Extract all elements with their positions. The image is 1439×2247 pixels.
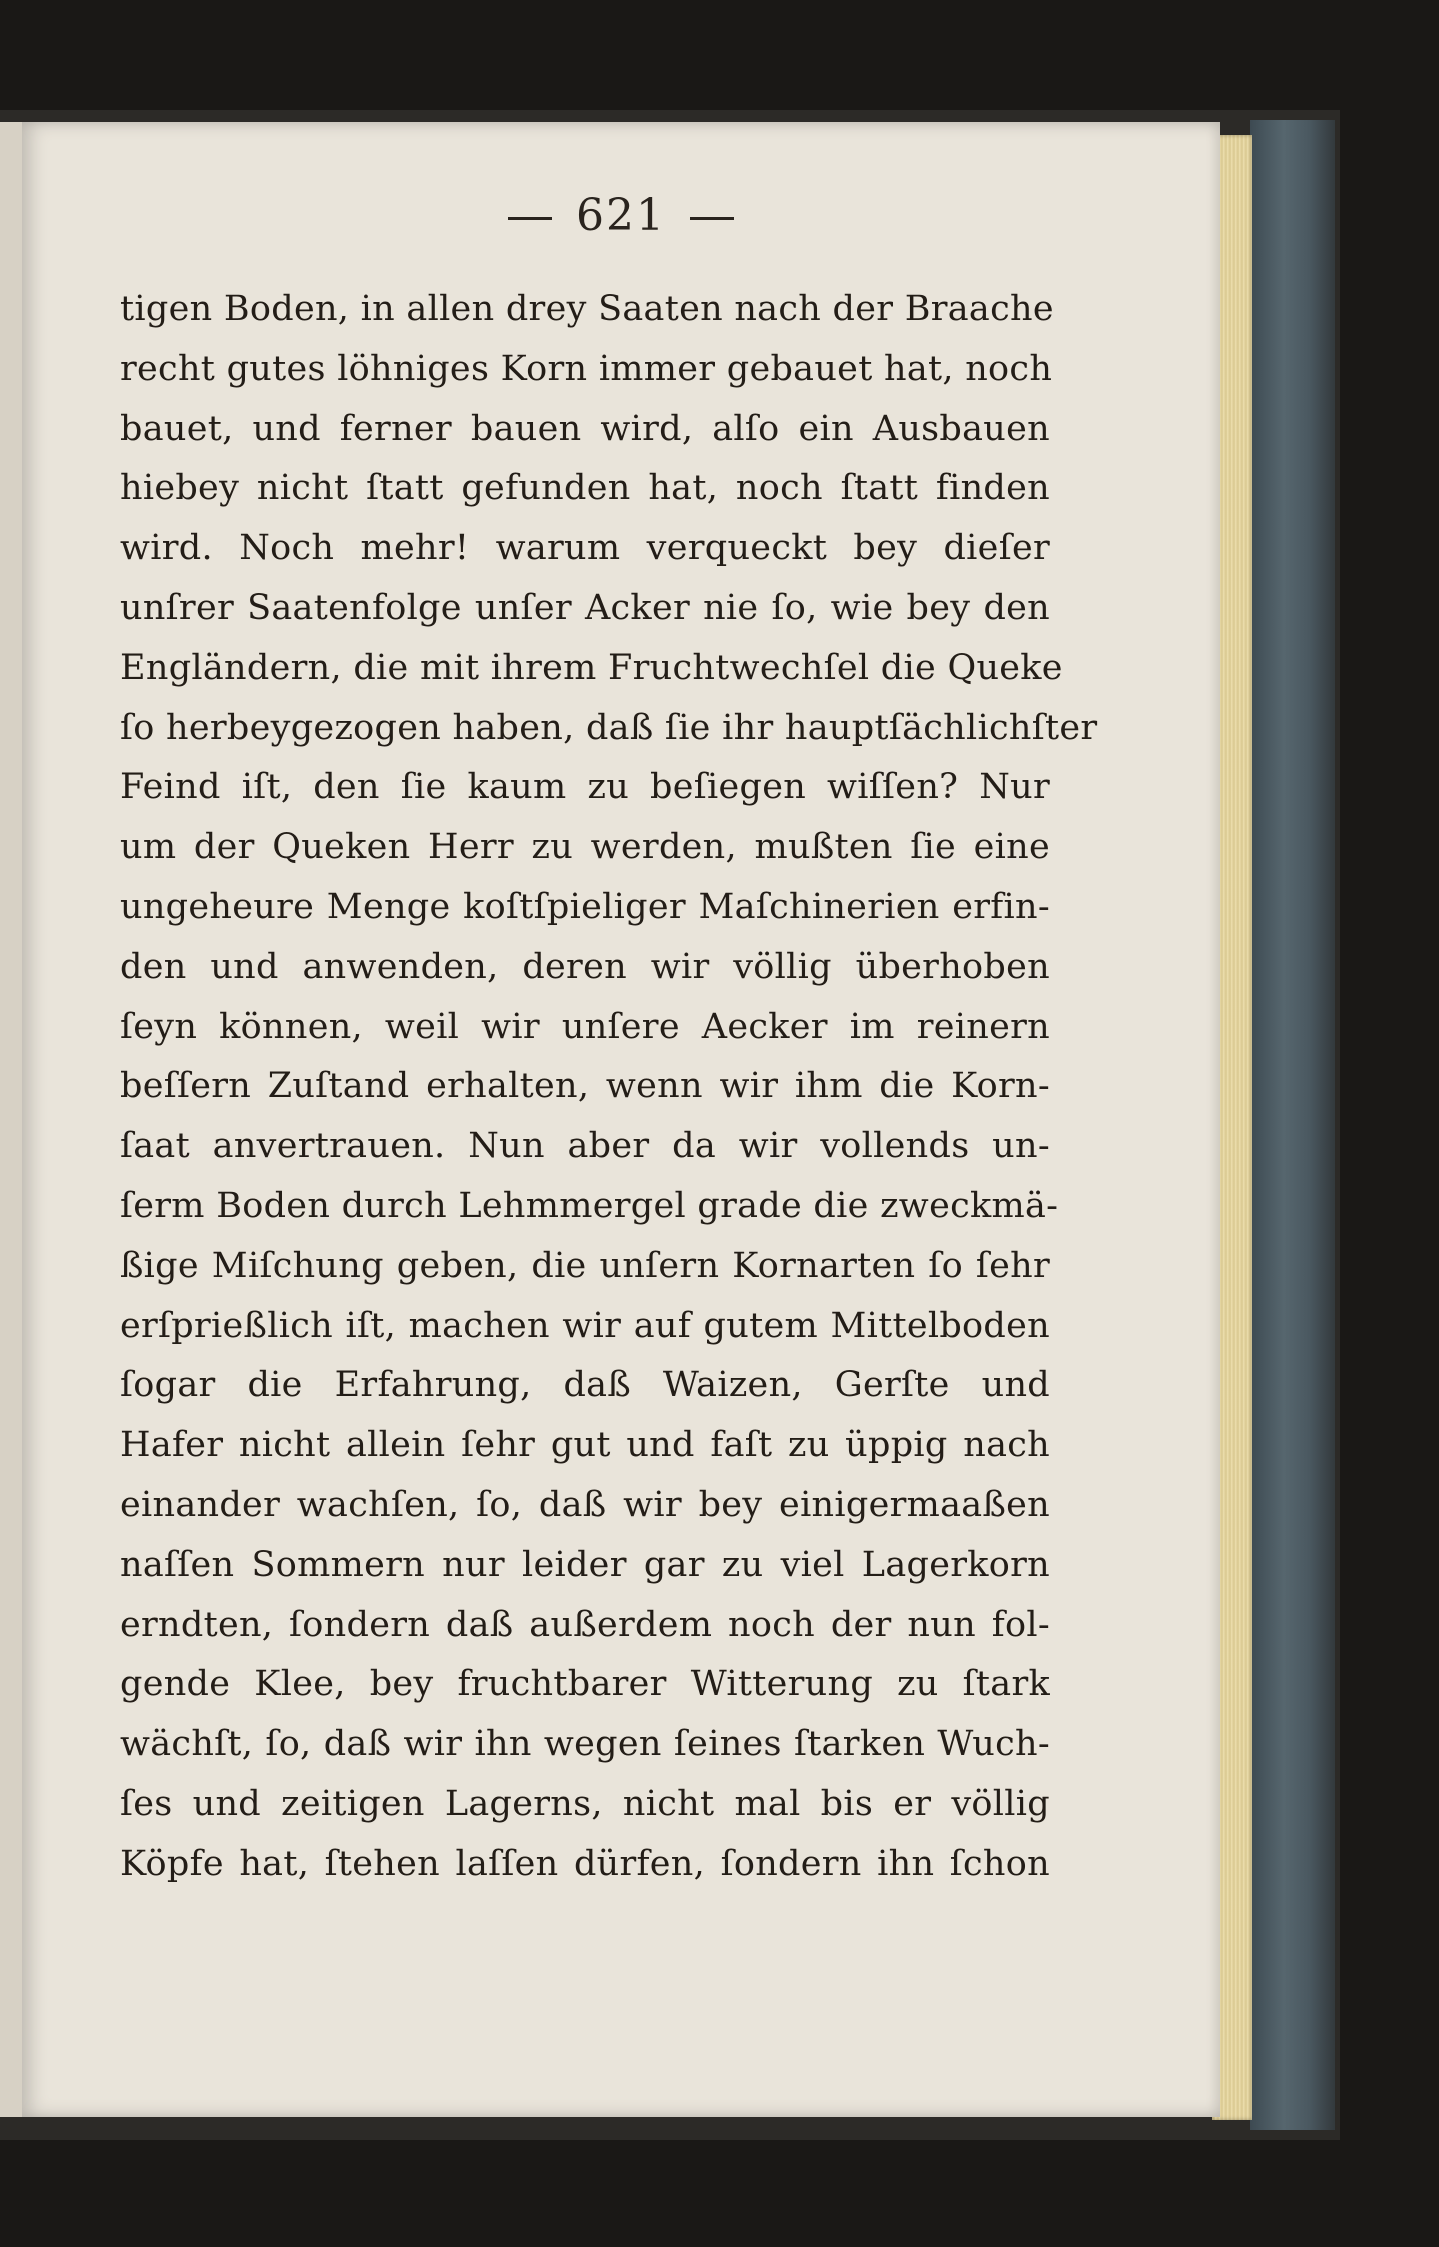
text-line: beſſern Zuſtand erhalten, wenn wir ihm die Korn- <box>120 1066 1050 1107</box>
text-line: wird. Noch mehr! warum verqueckt bey dieſer <box>120 528 1050 569</box>
text-line: bauet, und ferner bauen wird, alſo ein Ausbauen <box>120 408 1050 449</box>
text-line: erſprießlich iſt, machen wir auf gutem Mittelboden <box>120 1305 1050 1346</box>
text-line: wächſt, ſo, daß wir ihn wegen ſeines ſtarken Wuch- <box>120 1724 1050 1765</box>
header-dash-left <box>508 217 552 220</box>
text-line: naſſen Sommern nur leider gar zu viel Lagerkorn <box>120 1544 1050 1585</box>
text-line: ungeheure Menge koſtſpieliger Maſchinerien erfin- <box>120 886 1050 927</box>
text-line: recht gutes löhniges Korn immer gebauet hat, noch <box>120 348 1053 389</box>
header-dash-right <box>690 217 734 220</box>
page-header <box>22 190 1220 241</box>
text-line: ſeyn können, weil wir unſere Aecker im reinern <box>120 1006 1050 1047</box>
book-page <box>22 122 1220 2117</box>
text-line: erndten, ſondern daß außerdem noch der nun fol- <box>120 1604 1050 1645</box>
book-spine-edge <box>1250 120 1335 2130</box>
text-line: gende Klee, bey fruchtbarer Witterung zu ſtark <box>120 1664 1050 1705</box>
page-number: 621 <box>576 190 666 241</box>
text-line: ßige Miſchung geben, die unſern Kornarten ſo ſehr <box>120 1245 1050 1286</box>
text-line: ſaat anvertrauen. Nun aber da wir vollends un- <box>120 1126 1050 1167</box>
text-line: den und anwenden, deren wir völlig überhoben <box>120 946 1050 987</box>
text-line: tigen Boden, in allen drey Saaten nach der Braache <box>120 289 1054 329</box>
text-line: unſrer Saatenfolge unſer Acker nie ſo, wie bey den <box>120 587 1050 628</box>
text-line: einander wachſen, ſo, daß wir bey einigermaaßen <box>120 1484 1050 1525</box>
text-line: Feind iſt, den ſie kaum zu beſiegen wiſſen? Nur <box>120 767 1050 808</box>
text-line: ſerm Boden durch Lehmmergel grade die zweckmä- <box>120 1185 1059 1226</box>
body-text <box>120 280 1098 1895</box>
text-line: ſo herbeygezogen haben, daß ſie ihr hauptſächlichſter <box>120 707 1098 748</box>
text-line: Hafer nicht allein ſehr gut und faſt zu üppig nach <box>120 1425 1050 1466</box>
text-line: hiebey nicht ſtatt gefunden hat, noch ſtatt finden <box>120 468 1050 509</box>
text-line: Köpfe hat, ſtehen laſſen dürfen, ſondern ihn ſchon <box>120 1843 1050 1884</box>
text-line: um der Queken Herr zu werden, mußten ſie eine <box>120 827 1050 868</box>
text-line: ſes und zeitigen Lagerns, nicht mal bis er völlig <box>120 1783 1050 1824</box>
text-line: ſogar die Erfahrung, daß Waizen, Gerſte und <box>120 1365 1050 1406</box>
text-line: Engländern, die mit ihrem Fruchtwechſel die Queke <box>120 647 1063 688</box>
